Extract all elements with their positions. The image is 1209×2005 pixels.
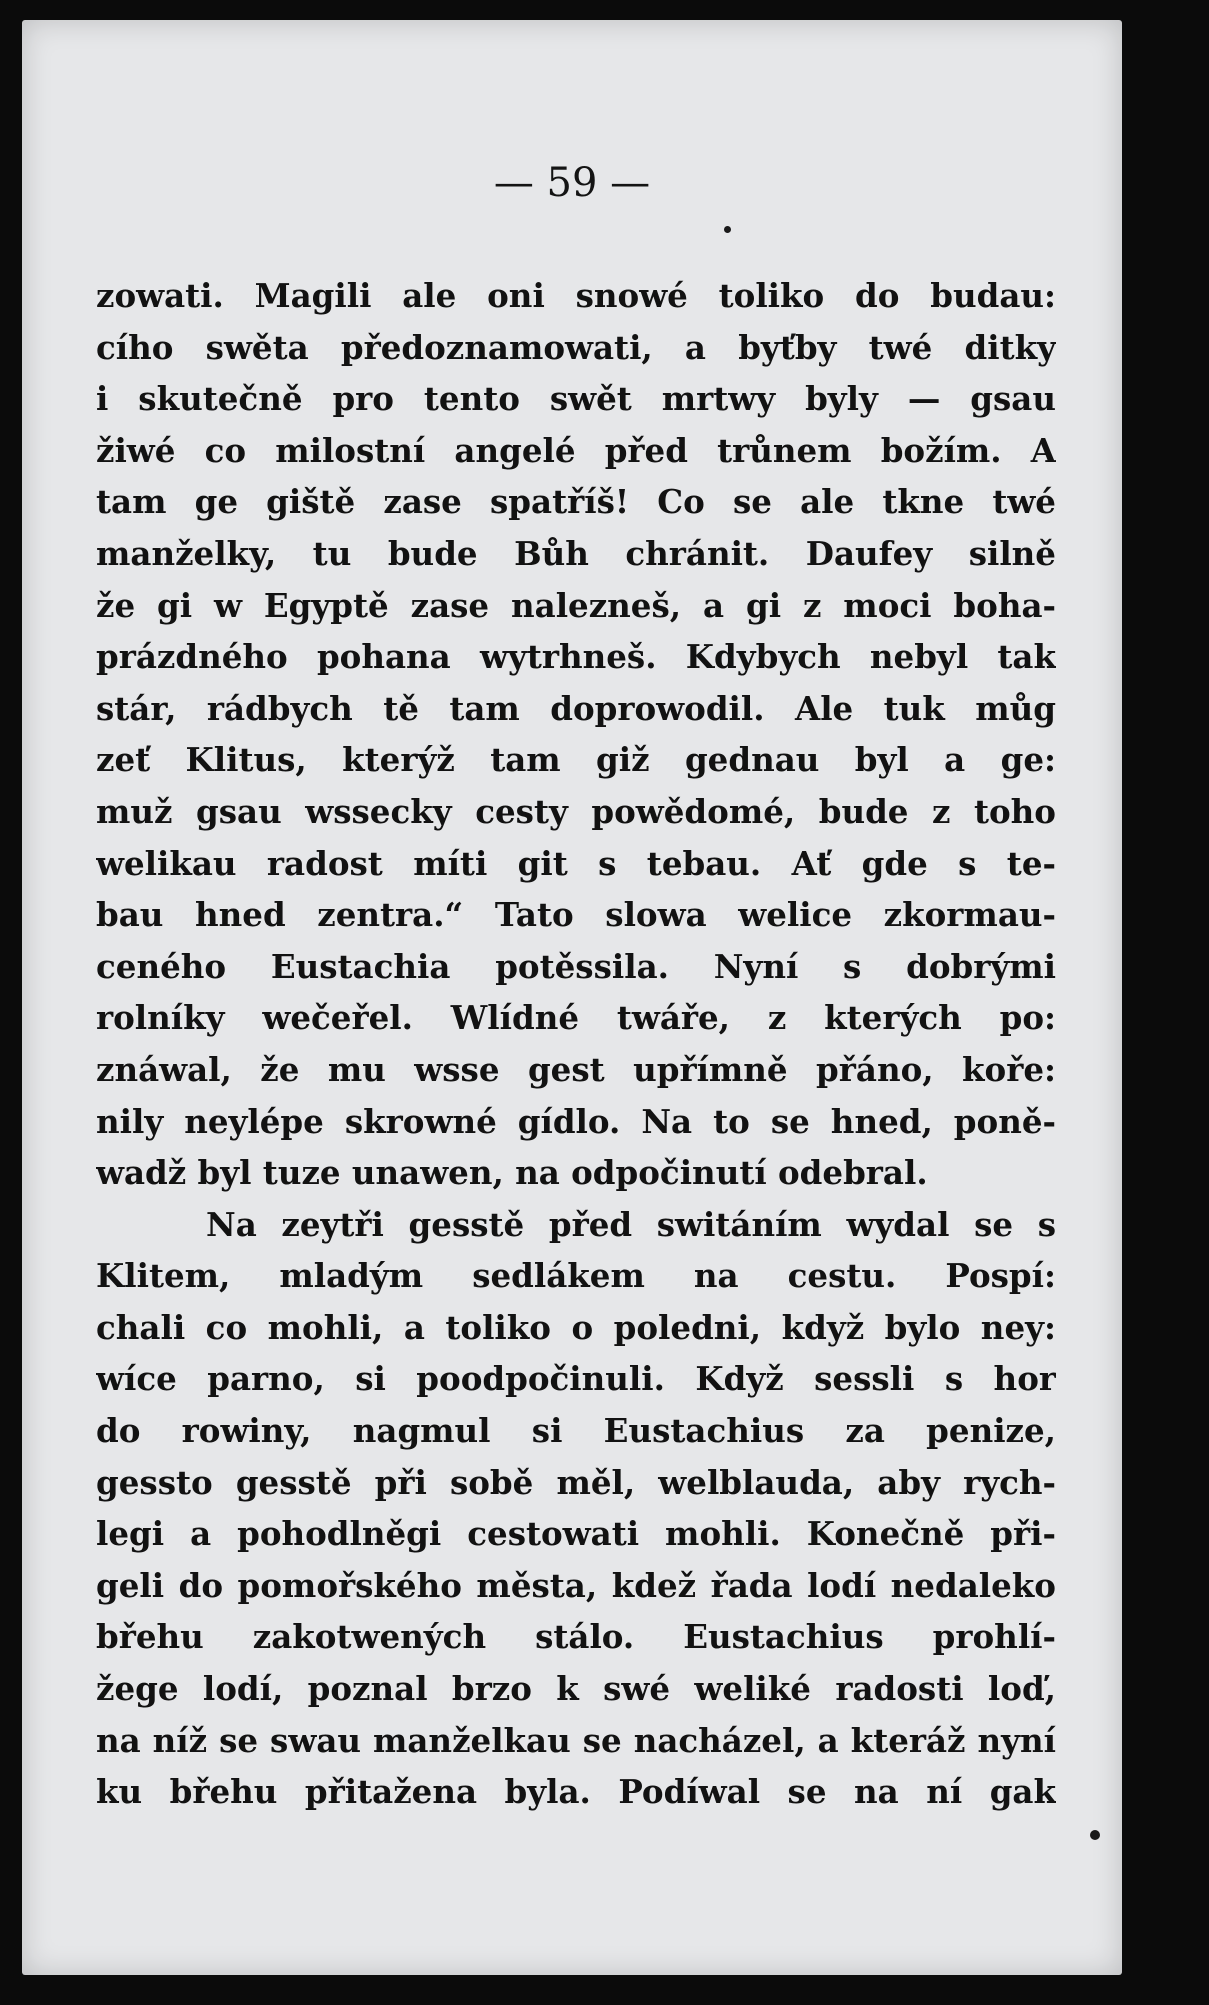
text-line: tam ge giště zase spatříš! Co se ale tkne twé — [96, 482, 1056, 522]
text-line: muž gsau wssecky cesty powědomé, bude z toho — [96, 791, 1056, 831]
text-line: na níž se swau manželkau se nacházel, a kteráž nyní — [96, 1720, 1056, 1760]
text-line: welikau radost míti git s tebau. Ať gde s te- — [96, 843, 1056, 883]
text-line: bau hned zentra.“ Tato slowa welice zkormau- — [96, 895, 1056, 935]
text-line: i skutečně pro tento swět mrtwy byly — gsau — [96, 379, 1056, 419]
text-line: stár, rádbych tě tam doprowodil. Ale tuk můg — [96, 688, 1056, 728]
text-line: znáwal, že mu wsse gest upřímně přáno, koře: — [96, 1049, 1056, 1089]
text-line: ceného Eustachia potěssila. Nyní s dobrými — [96, 946, 1056, 986]
text-line: rolníky wečeřel. Wlídné twáře, z kterých po: — [96, 998, 1056, 1038]
text-line: břehu zakotwených stálo. Eustachius prohlí- — [96, 1617, 1056, 1657]
text-line: chali co mohli, a toliko o poledni, když bylo ney: — [96, 1307, 1056, 1347]
text-line: žiwé co milostní angelé před trůnem božím. A — [96, 430, 1056, 470]
text-line: do rowiny, nagmul si Eustachius za penize, — [96, 1411, 1056, 1451]
text-line: legi a pohodlněgi cestowati mohli. Konečně při- — [96, 1514, 1056, 1554]
text-line: wadž byl tuze unawen, na odpočinutí odebral. — [96, 1153, 928, 1193]
text-line: cího swěta předoznamowati, a byťby twé ditky — [96, 327, 1056, 367]
text-line: geli do pomořského města, kdež řada lodí nedaleko — [96, 1565, 1056, 1605]
paragraph-first-line: Na zeytři gesstě před switáním wydal se s — [206, 1204, 1056, 1244]
text-line: gessto gesstě při sobě měl, welblauda, aby rych- — [96, 1462, 1056, 1502]
text-line: wíce parno, si poodpočinuli. Když sessli s hor — [96, 1359, 1056, 1399]
page-number: — 59 — — [493, 160, 651, 206]
text-line: zowati. Magili ale oni snowé toliko do budau: — [96, 276, 1056, 315]
print-speck — [724, 226, 731, 233]
body-text — [96, 270, 1056, 1818]
text-line: Klitem, mladým sedlákem na cestu. Pospí: — [96, 1256, 1056, 1296]
text-line: nily neylépe skrowné gídlo. Na to se hned, poně- — [96, 1101, 1056, 1141]
text-line: žege lodí, poznal brzo k swé weliké radosti loď, — [96, 1669, 1056, 1709]
text-line: manželky, tu bude Bůh chránit. Daufey silně — [96, 533, 1056, 573]
book-page — [22, 20, 1122, 1975]
text-line: zeť Klitus, kterýž tam giž gednau byl a ge: — [96, 740, 1056, 780]
print-speck — [1090, 1830, 1100, 1840]
text-line: prázdného pohana wytrhneš. Kdybych nebyl tak — [96, 637, 1056, 677]
text-line: že gi w Egyptě zase nalezneš, a gi z moci boha- — [96, 585, 1056, 625]
text-line: ku břehu přitažena byla. Podíwal se na ní gak — [96, 1772, 1056, 1812]
